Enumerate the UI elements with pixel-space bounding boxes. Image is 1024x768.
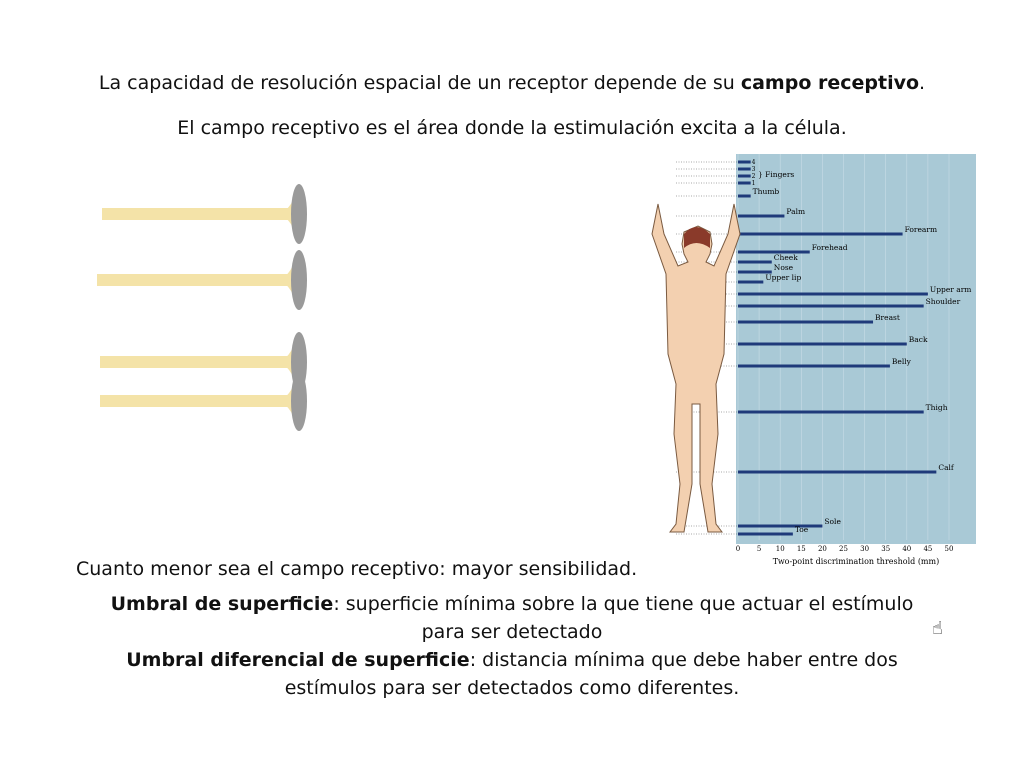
x-tick-label: 35	[881, 545, 891, 553]
bar-label: 1	[751, 180, 756, 187]
bar-label: Upper arm	[929, 285, 972, 294]
receptor-4	[100, 371, 307, 431]
intro-text: La capacidad de resolución espacial de un receptor depende de su	[98, 72, 741, 94]
x-tick-label: 10	[775, 545, 785, 553]
umbral-superficie-text: : superficie mínima sobre la que tiene que actuar el estímulo	[333, 593, 914, 615]
bar-1	[738, 182, 751, 185]
bar-3	[738, 168, 751, 171]
bar-label: Sole	[824, 517, 841, 526]
bar-belly	[738, 365, 890, 368]
bar-label: Palm	[786, 207, 806, 216]
bar-label: Upper lip	[765, 273, 802, 282]
x-tick-label: 5	[756, 545, 762, 553]
x-tick-label: 30	[860, 545, 870, 553]
receptor-2	[97, 250, 307, 310]
umbral-diferencial-term: Umbral diferencial de superficie	[126, 649, 470, 671]
bar-label: Forehead	[811, 243, 848, 252]
bar-label: Calf	[938, 463, 954, 472]
bar-label: 2	[751, 173, 756, 180]
bar-label: Toe	[794, 525, 809, 534]
umbral-diferencial-text: : distancia mínima que debe haber entre dos	[469, 649, 898, 671]
bar-cheek	[738, 261, 772, 264]
x-tick-label: 0	[735, 545, 741, 553]
umbral-superficie-cont: para ser detectado	[421, 621, 603, 643]
x-tick-label: 45	[923, 545, 933, 553]
receptor-3	[100, 332, 307, 392]
umbral-superficie-line	[0, 593, 1024, 615]
bar-label: Shoulder	[925, 297, 961, 306]
x-tick-label: 25	[839, 545, 848, 553]
bar-forearm	[738, 233, 903, 236]
x-tick-label: 15	[796, 545, 806, 553]
bar-sole	[738, 525, 822, 528]
bar-breast	[738, 321, 873, 324]
x-tick-label: 20	[817, 545, 827, 553]
bar-thigh	[738, 411, 924, 414]
umbral-diferencial-line	[0, 649, 1024, 671]
bar-back	[738, 343, 907, 346]
bar-upper-arm	[738, 293, 928, 296]
bar-label: 3	[751, 166, 756, 173]
bar-label: Thigh	[925, 403, 948, 412]
bar-label: Breast	[875, 313, 900, 322]
umbral-diferencial-cont: estímulos para ser detectados como diferentes.	[284, 677, 740, 699]
bar-calf	[738, 471, 936, 474]
bar-label: Thumb	[752, 187, 780, 196]
receptor-diagram	[90, 180, 330, 440]
bar-label: Belly	[891, 357, 911, 366]
x-tick-label: 50	[944, 545, 954, 553]
fingers-annotation: } Fingers	[758, 170, 795, 179]
bar-label: Back	[908, 335, 928, 344]
bar-thumb	[738, 195, 751, 198]
chart-plot-area	[736, 154, 976, 544]
intro-line	[0, 72, 1024, 94]
bar-toe	[738, 533, 793, 536]
bar-upper-lip	[738, 281, 763, 284]
bar-label: 4	[751, 159, 756, 166]
hand-pointer-icon: ☝	[932, 618, 943, 639]
bar-shoulder	[738, 305, 924, 308]
bar-label: Nose	[773, 263, 794, 272]
definition-line: El campo receptivo es el área donde la estimulación excita a la célula.	[177, 117, 847, 139]
campo-receptivo-term: campo receptivo	[740, 72, 920, 94]
x-tick-label: 40	[902, 545, 912, 553]
bar-2	[738, 175, 751, 178]
receptor-1	[102, 184, 307, 244]
umbral-superficie-term: Umbral de superficie	[110, 593, 334, 615]
two-point-discrimination-chart	[636, 154, 976, 574]
bar-4	[738, 161, 751, 164]
bar-palm	[738, 215, 784, 218]
x-axis-label: Two-point discrimination threshold (mm)	[772, 557, 940, 566]
bar-label: Forearm	[904, 225, 938, 234]
sensitivity-line: Cuanto menor sea el campo receptivo: mayor sensibilidad.	[76, 558, 638, 580]
intro-period: .	[919, 72, 926, 94]
bar-label: Cheek	[773, 253, 798, 262]
